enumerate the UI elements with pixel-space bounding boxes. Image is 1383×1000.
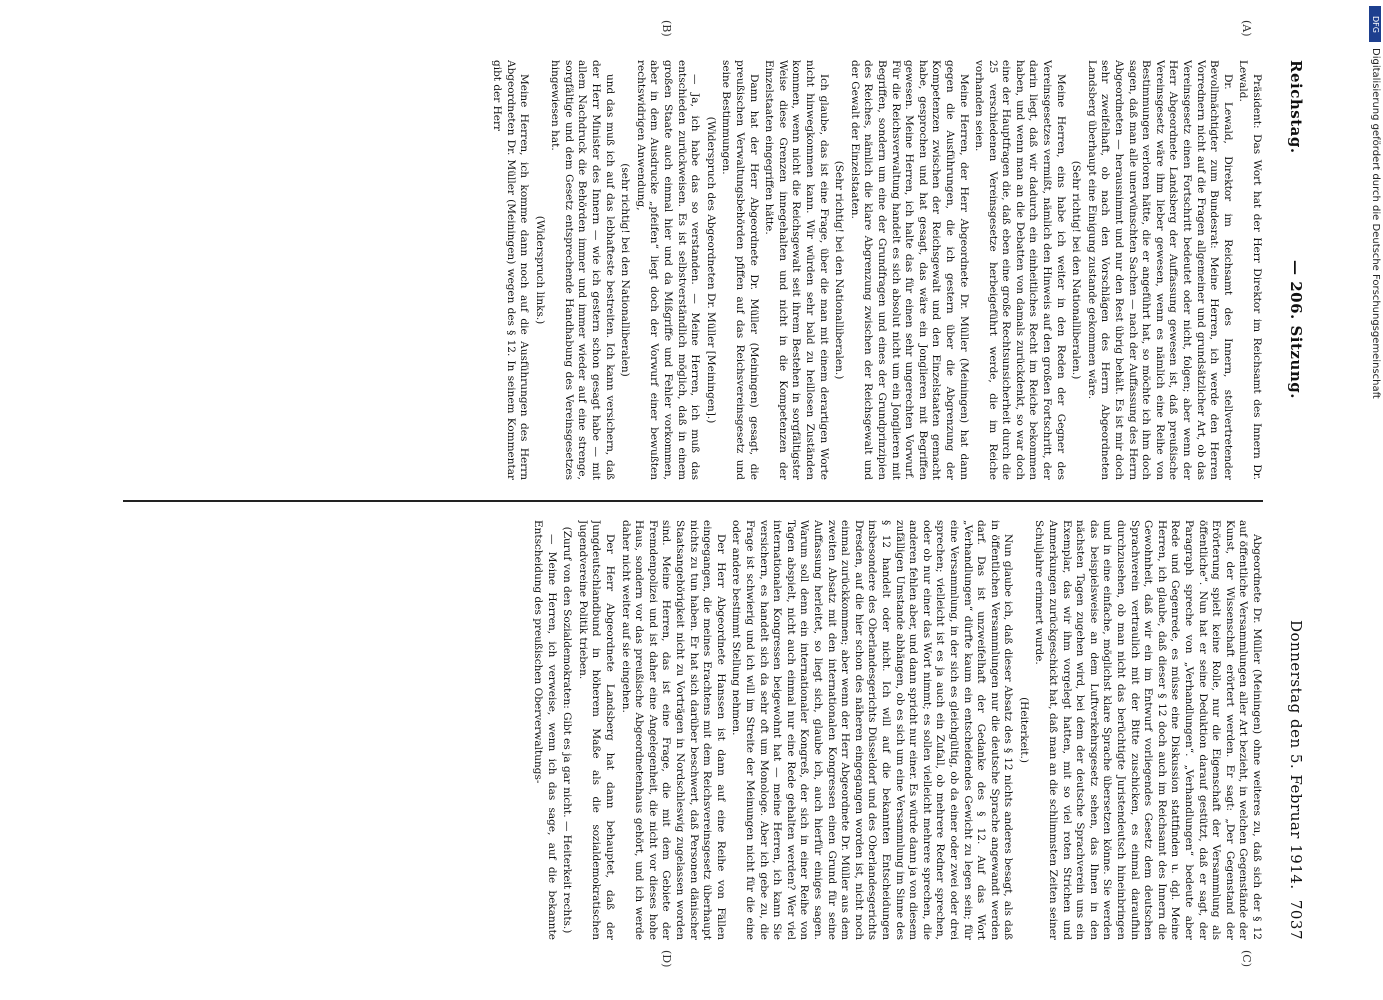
digitization-credit	[1367, 48, 1381, 1000]
paragraph: Meine Herren, ich komme dann noch auf die Ausführungen des Herrn Abgeordneten Dr. Müller (Meiningen) wegen des § 12. In seinem Kommentar gibt der Herr	[490, 60, 531, 480]
header-page-number: 7037	[1287, 899, 1305, 940]
header-date: Donnerstag den 5. Februar 1914.	[1287, 620, 1305, 890]
paragraph: (Zuruf von den Sozialdemokraten: Gibt es ja gar nicht. — Heiterkeit rechts.)	[561, 526, 574, 934]
paragraph: — Ja, ich habe das so verstanden. — Meine Herren, ich muß das entschieden zurückweisen. Es ist selbstverständlich möglich, daß in einem großen Staate auch einmal hier und da Mißgriffe und Fehler vorkommen, aber in dem Ausdrucke „pfeifen“ liegt doch der Vorwurf einer bewußten rechtswidrigen Anwendung,	[634, 60, 702, 480]
paragraph: (Heiterkeit.)	[1017, 697, 1030, 763]
margin-mark-c: (C)	[1240, 950, 1253, 967]
paragraph: (Widerspruch des Abgeordneten Dr. Müller [Meiningen].)	[704, 116, 717, 424]
paragraph: (Sehr richtig! bei den Nationalliberalen.)	[833, 160, 846, 380]
paragraph: (Widerspruch links.)	[533, 215, 546, 325]
paragraph: Der Herr Abgeordnete Hanssen ist dann auf eine Reihe von Fällen eingegangen, die meines Erachtens mit dem Reichsvereinsgesetz überhaupt nichts zu tun haben. Er hat sich darüber beschwert, daß Personen dänischer Staatsangehörigkeit nicht zu Vorträgen in Nordschleswig zugelassen worden sind. Meine Herren, das ist eine Frage, die mit dem Gebiete der Fremdenpolizei und ist daher eine Angelegenheit, die nicht vor dieses hohe Haus, sondern vor das preußische Abgeordnetenhaus gehört, und ich werde daher nicht weiter auf sie eingehen.	[619, 520, 727, 940]
document-body	[113, 20, 1313, 968]
margin-mark-a: (A)	[1240, 20, 1253, 37]
credit-text: Digitalisierung gefördert durch die Deutsche Forschungsgemeinschaft	[1370, 48, 1381, 399]
paragraph: (sehr richtig! bei den Nationalliberalen)	[619, 163, 632, 377]
left-column	[123, 60, 1263, 480]
paragraph: Meine Herren, eins habe ich weiter in den Reden der Gegner des Vereinsgesetzes vermißt, nämlich den Hinweis auf den großen Fortschritt, der darin liegt, daß wir dadurch ein einheitliches Recht im Reiche bekommen haben, und wenn man an die Debatten von damals zurückdenkt, so war doch eine der Hauptfragen die, daß eben eine große Rechtsunsicherheit durch die 25 verschiedenen Vereinsgesetze herbeigeführt werde, die im Reiche vorhanden seien.	[973, 60, 1067, 480]
paragraph: Dr. Lewald, Direktor im Reichsamt des Innern, stellvertretender Bevollmächtigter zum Bundesrat: Meine Herren, ich werde den Herren Vorrednern nicht auf die Fragen allgemeiner und grundsätzlicher Art, ob das Vereinsgesetz einen Fortschritt bedeutet oder nicht, folgen; aber wenn der Herr Abgeordnete Landsberg der Auffassung gewesen ist, daß preußische Vereinsgesetz wäre ihm lieber gewesen, wenn es nämlich eine Reihe von Bestimmungen verloren hätte, die er angeführt hat, so möchte ich ihm doch sagen, daß man alle unerwünschten Sachen — nach der Auffassung des Herrn Abgeordneten — herausnimmt und nur den Rest übrig behält. Es ist mir doch sehr zweifelhaft, ob nach den Vorschlägen des Herrn Abgeordneten Landsberg überhaupt eine Einigung zustande gekommen wäre.	[1085, 60, 1234, 480]
page-header	[1273, 60, 1313, 940]
paragraph: Ich glaube, das ist eine Frage, über die man mit einem derartigen Worte nicht hinwegkommen kann. Wir würden sehr bald zu heillosen Zuständen kommen, wenn nicht die Reichsgewalt seit ihrem Bestehen in sorgfältigster Weise diese Grenzen innegehalten und nicht in die Kompetenzen der Einzelstaaten eingegriffen hätte.	[763, 60, 830, 480]
paragraph: (Sehr richtig! bei den Nationalliberalen.)	[1070, 160, 1083, 380]
header-session: — 206. Sitzung.	[1287, 260, 1305, 399]
paragraph: Meine Herren, der Herr Abgeordnete Dr. Müller (Meiningen) hat dann gegen die Ausführungen, die ich gestern über die Abgrenzung der Kompetenzen zwischen der Reichsgewalt und den Einzelstaaten gemacht habe, gesprochen und hat gesagt, das wäre ein Jonglieren mit Begriffen gewesen. Meine Herren, ich halte das für einen sehr ungerechten Vorwurf. Für die Reichsverwaltung handelt es sich absolut nicht um ein Jonglieren mit Begriffen, sondern um eine der Grundfragen und eines der Grundprinzipien des Reiches, nämlich die klare Abgrenzung zwischen der Reichsgewalt und der Gewalt der Einzelstaaten.	[848, 60, 970, 480]
paragraph: Nun glaube ich, daß dieser Absatz des § 12 nichts anderes besagt, als daß in öffentlichen Versammlungen nur die deutsche Sprache angewandt werden darf. Das ist unzweifelhaft der Gedanke des § 12. Auf das Wort „Verhandlungen“ dürfte kaum ein entscheidendes Gewicht zu legen sein; für eine Versammlung, in der sich es gleichgültig, ob da einer oder zwei oder drei sprechen; vielleicht ist es ja auch ein Zufall, ob mehrere Redner sprechen, oder ob nur einer das Wort nimmt; es sollen vielleicht mehrere sprechen, die anderen fehlen aber, und dann spricht nur einer. Es würde dann ja von diesem zufälligen Umstande abhängen, ob es sich um eine Versammlung im Sinne des § 12 handelt oder nicht. Ich will auf die bekannten Entscheidungen insbesondere des Oberlandesgerichts Düsseldorf und des Oberlandesgerichts Dresden, auf die hier schon des näheren eingegangen worden ist, nicht noch einmal zurückkommen; aber wenn der Herr Abgeordnete Dr. Müller aus dem zweiten Absatz mit den internationalen Kongressen einen Grund für seine Auffassung herleitet, so liegt sich, glaube ich, auch hierfür einiges sagen. Warum soll denn ein internationaler Kongreß, der sich in einer Reihe von Tagen abspielt, nicht auch einmal nur eine Rede gehalten werden? Wer viel internationalen Kongressen beigewohnt hat — meine Herren, ich kann Sie versichern, es handelt sich da sehr oft um Monologe. Aber ich gebe zu, die Frage ist schwierig und ich will im Streite der Meinungen nicht für die eine oder andere bestimmt Stellung nehmen.	[730, 520, 1015, 940]
margin-mark-d: (D)	[660, 950, 673, 968]
paragraph: Abgeordnete Dr. Müller (Meiningen) ohne weiteres zu, daß sich der § 12 auf öffentliche Versammlungen aller Art bezieht, in welchen Gegenstände der Kunst, der Wissenschaft erörtert werden. Er sagt: „Der Gegenstand der Erörterung spielt keine Rolle, nur die Eigenschaft der Versammlung als öffentliche“. Nun hat er seine Deduktion darauf gestützt, daß er sagt, der Paragraph spreche von „Verhandlungen“. „Verhandlungen“ bedeute aber Rede und Gegenrede, es müsse eine Diskussion stattfinden u. dgl. Meine Herren, ich glaube, daß dieser § 12 doch auch im Reichsamt des Innern die Gewohnheit, daß wir ein im Entwurf vorliegendes Gesetz dem deutschen Sprachverein vertraulich mit der Bitte zuschicken, es einmal daraufhin durchzusehen, ob man nicht das berüchtigte Juristendeutsch hineinbringen und in eine einfache, möglichst klare Sprache übersetzen könne. Sie werden das beispielsweise an dem Luftverkehrsgesetz sehen, das Ihnen in den nächsten Tagen zugehen wird, bei dem der deutsche Sprachverein uns ein Exemplar, das wir ihm vorgelegt hatten, mit so viel roten Strichen und Anmerkungen zurückgeschickt hat, daß man an die schlimmsten Zeiten seiner Schuljahre erinnert wurde.	[1033, 520, 1263, 940]
paragraph: und das muß ich auf das lebhafteste bestreiten. Ich kann versichern, daß der Herr Minister des Innern — wie ich gestern schon gesagt habe — mit allem Nachdruck die Behörden immer und immer wieder auf eine strenge, sorgfältige und dem Gesetz entsprechende Handhabung des Vereinsgesetzes hingewiesen hat.	[549, 60, 616, 480]
header-title: Reichstag.	[1287, 60, 1305, 154]
paragraph: Der Herr Abgeordnete Landsberg hat dann behauptet, daß der Jungdeutschlandbund in höherem Maße als die sozialdemokratischen Jugendvereine Politik trieben.	[576, 520, 617, 940]
column-divider	[123, 500, 1263, 502]
paragraph: — Meine Herren, ich verweise, wenn ich das sage, auf die bekannte Entscheidung des preußischen Oberverwaltungs-	[532, 520, 558, 940]
paragraph: Dann hat der Herr Abgeordnete Dr. Müller (Meiningen) gesagt, die preußischen Verwaltungsbehörden pfiffen auf das Reichsvereinsgesetz und seine Bestimmungen.	[720, 60, 760, 480]
margin-mark-b: (B)	[660, 20, 673, 37]
paragraph: Präsident: Das Wort hat der Herr Direktor im Reichsamt des Innern Dr. Lewald.	[1237, 60, 1263, 480]
dfg-logo: DFG	[1369, 6, 1381, 42]
right-column	[123, 520, 1263, 940]
